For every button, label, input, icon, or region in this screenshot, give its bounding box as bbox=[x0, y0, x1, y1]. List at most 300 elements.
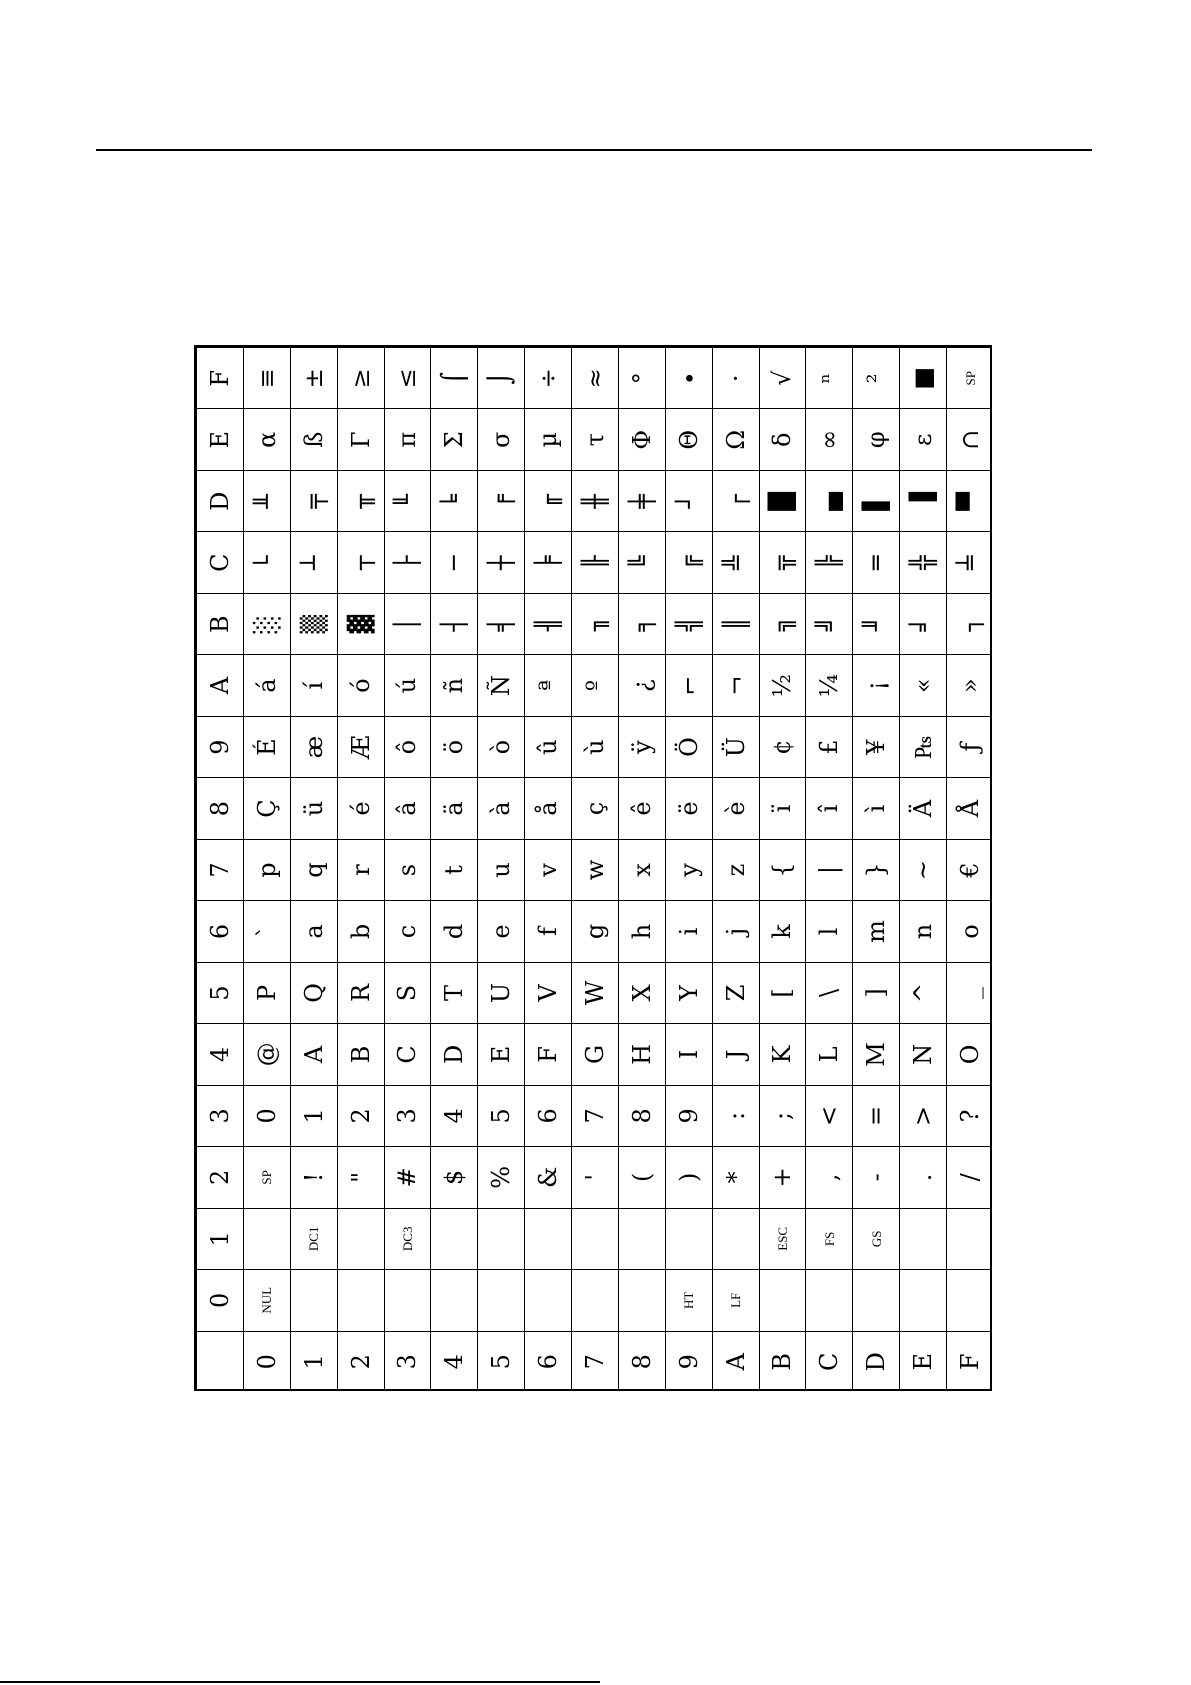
character-cell: ╫ bbox=[572, 470, 619, 531]
character-cell bbox=[337, 1208, 384, 1269]
row-header: E bbox=[900, 1331, 947, 1391]
character-cell: √ bbox=[759, 348, 806, 410]
character-cell: ∩ bbox=[947, 409, 993, 470]
character-cell: ª bbox=[525, 655, 572, 716]
character-cell: p bbox=[243, 839, 290, 900]
character-cell: j bbox=[712, 901, 759, 962]
character-cell: ╒ bbox=[478, 470, 525, 531]
character-cell: ≤ bbox=[384, 348, 431, 410]
character-cell: ƒ bbox=[947, 716, 993, 777]
character-cell: C bbox=[384, 1024, 431, 1085]
character-cell: ⁿ bbox=[806, 348, 853, 410]
character-cell bbox=[759, 1270, 806, 1331]
table-row bbox=[712, 348, 759, 1392]
character-cell: ì bbox=[853, 778, 900, 839]
character-cell: Ü bbox=[712, 716, 759, 777]
table-row bbox=[853, 348, 900, 1392]
row-header: 6 bbox=[525, 1331, 572, 1391]
character-cell: ¢ bbox=[759, 716, 806, 777]
character-cell: R bbox=[337, 962, 384, 1023]
character-cell: _ bbox=[947, 962, 993, 1023]
character-cell: 0 bbox=[243, 1085, 290, 1146]
character-cell: M bbox=[853, 1024, 900, 1085]
character-cell: r bbox=[337, 839, 384, 900]
character-cell: ─ bbox=[431, 532, 478, 593]
character-cell: ~ bbox=[900, 839, 947, 900]
column-header-row bbox=[197, 348, 244, 1392]
character-cell: v bbox=[525, 839, 572, 900]
character-cell: ╨ bbox=[243, 470, 290, 531]
character-cell: ± bbox=[290, 348, 337, 410]
character-cell: ₧ bbox=[900, 716, 947, 777]
character-cell: Å bbox=[947, 778, 993, 839]
character-cell: è bbox=[712, 778, 759, 839]
row-header: C bbox=[806, 1331, 853, 1391]
character-cell: Φ bbox=[618, 409, 665, 470]
character-cell: ╪ bbox=[618, 470, 665, 531]
row-header: 4 bbox=[431, 1331, 478, 1391]
character-cell: ε bbox=[900, 409, 947, 470]
table-row bbox=[572, 348, 619, 1392]
character-cell: q bbox=[290, 839, 337, 900]
character-cell bbox=[478, 1270, 525, 1331]
character-cell: ├ bbox=[384, 532, 431, 593]
table-row bbox=[337, 348, 384, 1392]
character-cell: Ñ bbox=[478, 655, 525, 716]
column-header: D bbox=[197, 470, 244, 531]
character-cell: 5 bbox=[478, 1085, 525, 1146]
character-cell: ô bbox=[384, 716, 431, 777]
code-page-grid bbox=[196, 347, 992, 1391]
character-cell: █ bbox=[759, 470, 806, 531]
character-cell: ∞ bbox=[806, 409, 853, 470]
character-cell: 2 bbox=[337, 1085, 384, 1146]
row-header: 5 bbox=[478, 1331, 525, 1391]
character-cell: o bbox=[947, 901, 993, 962]
character-cell: N bbox=[900, 1024, 947, 1085]
character-cell: ß bbox=[290, 409, 337, 470]
character-cell: ╧ bbox=[947, 532, 993, 593]
character-cell: E bbox=[478, 1024, 525, 1085]
character-cell: ⌡ bbox=[478, 348, 525, 410]
character-cell: w bbox=[572, 839, 619, 900]
character-cell: ║ bbox=[712, 593, 759, 654]
column-header: 9 bbox=[197, 716, 244, 777]
character-cell: : bbox=[712, 1085, 759, 1146]
character-cell: ó bbox=[337, 655, 384, 716]
character-cell: ┼ bbox=[478, 532, 525, 593]
character-cell: O bbox=[947, 1024, 993, 1085]
character-cell: 1 bbox=[290, 1085, 337, 1146]
character-cell: ▒ bbox=[290, 593, 337, 654]
character-cell: Θ bbox=[665, 409, 712, 470]
character-cell: ╥ bbox=[337, 470, 384, 531]
character-cell: · bbox=[712, 348, 759, 410]
character-cell: 7 bbox=[572, 1085, 619, 1146]
row-header: D bbox=[853, 1331, 900, 1391]
character-cell: # bbox=[384, 1147, 431, 1208]
character-cell: B bbox=[337, 1024, 384, 1085]
character-cell: J bbox=[712, 1024, 759, 1085]
row-header: F bbox=[947, 1331, 993, 1391]
character-cell: í bbox=[290, 655, 337, 716]
character-cell: g bbox=[572, 901, 619, 962]
character-cell: Ö bbox=[665, 716, 712, 777]
character-cell: * bbox=[712, 1147, 759, 1208]
character-cell: ╝ bbox=[806, 593, 853, 654]
character-cell bbox=[806, 1270, 853, 1331]
character-cell: } bbox=[853, 839, 900, 900]
character-cell: U bbox=[478, 962, 525, 1023]
character-cell: P bbox=[243, 962, 290, 1023]
character-cell: ▀ bbox=[947, 470, 993, 531]
character-cell: m bbox=[853, 901, 900, 962]
character-cell: ╙ bbox=[384, 470, 431, 531]
character-cell: ¬ bbox=[712, 655, 759, 716]
character-cell: SP bbox=[947, 348, 993, 410]
character-cell: y bbox=[665, 839, 712, 900]
character-cell: à bbox=[478, 778, 525, 839]
character-cell: ▌ bbox=[853, 470, 900, 531]
character-cell: NUL bbox=[243, 1270, 290, 1331]
character-cell: a bbox=[290, 901, 337, 962]
character-cell: ╦ bbox=[759, 532, 806, 593]
character-cell: ½ bbox=[759, 655, 806, 716]
character-cell: { bbox=[759, 839, 806, 900]
table-row bbox=[290, 348, 337, 1392]
table-row bbox=[900, 348, 947, 1392]
character-cell: ═ bbox=[853, 532, 900, 593]
character-cell: ▓ bbox=[337, 593, 384, 654]
character-cell: ╞ bbox=[525, 532, 572, 593]
character-cell: ≡ bbox=[243, 348, 290, 410]
character-cell: % bbox=[478, 1147, 525, 1208]
character-cell: d bbox=[431, 901, 478, 962]
character-cell: b bbox=[337, 901, 384, 962]
character-cell: σ bbox=[478, 409, 525, 470]
rotated-table-container bbox=[196, 347, 992, 1391]
character-cell: Ä bbox=[900, 778, 947, 839]
character-cell: z bbox=[712, 839, 759, 900]
character-cell: ┬ bbox=[337, 532, 384, 593]
character-cell: â bbox=[384, 778, 431, 839]
character-cell: π bbox=[384, 409, 431, 470]
character-cell: ▐ bbox=[900, 470, 947, 531]
table-row bbox=[478, 348, 525, 1392]
character-cell: ë bbox=[665, 778, 712, 839]
character-cell: ê bbox=[618, 778, 665, 839]
character-cell: K bbox=[759, 1024, 806, 1085]
character-cell: ? bbox=[947, 1085, 993, 1146]
character-cell: G bbox=[572, 1024, 619, 1085]
character-cell: τ bbox=[572, 409, 619, 470]
character-cell: ú bbox=[384, 655, 431, 716]
character-cell: \ bbox=[806, 962, 853, 1023]
character-cell bbox=[243, 1208, 290, 1269]
character-cell: î bbox=[806, 778, 853, 839]
character-cell: é bbox=[337, 778, 384, 839]
character-cell: ≥ bbox=[337, 348, 384, 410]
character-cell: « bbox=[900, 655, 947, 716]
character-cell: ñ bbox=[431, 655, 478, 716]
character-cell: [ bbox=[759, 962, 806, 1023]
character-cell: ╢ bbox=[525, 593, 572, 654]
column-header: 0 bbox=[197, 1270, 244, 1331]
character-cell: 9 bbox=[665, 1085, 712, 1146]
character-cell: ² bbox=[853, 348, 900, 410]
character-cell: └ bbox=[243, 532, 290, 593]
character-cell: ` bbox=[243, 901, 290, 962]
character-cell: ╕ bbox=[618, 593, 665, 654]
character-cell: t bbox=[431, 839, 478, 900]
character-cell: l bbox=[806, 901, 853, 962]
character-cell: ▄ bbox=[806, 470, 853, 531]
character-cell: µ bbox=[525, 409, 572, 470]
character-cell: δ bbox=[759, 409, 806, 470]
character-cell: < bbox=[806, 1085, 853, 1146]
character-cell: SP bbox=[243, 1147, 290, 1208]
row-header: 2 bbox=[337, 1331, 384, 1391]
character-cell: ù bbox=[572, 716, 619, 777]
row-header: 9 bbox=[665, 1331, 712, 1391]
footer-rule bbox=[0, 1681, 600, 1683]
character-cell: ü bbox=[290, 778, 337, 839]
character-cell: DC1 bbox=[290, 1208, 337, 1269]
character-cell: x bbox=[618, 839, 665, 900]
character-cell: Ω bbox=[712, 409, 759, 470]
table-row bbox=[525, 348, 572, 1392]
character-cell: GS bbox=[853, 1208, 900, 1269]
character-cell: ! bbox=[290, 1147, 337, 1208]
character-cell: α bbox=[243, 409, 290, 470]
table-row bbox=[806, 348, 853, 1392]
character-cell: ÿ bbox=[618, 716, 665, 777]
character-cell: á bbox=[243, 655, 290, 716]
character-cell: u bbox=[478, 839, 525, 900]
column-header: 1 bbox=[197, 1208, 244, 1269]
character-cell: A bbox=[290, 1024, 337, 1085]
column-header: F bbox=[197, 348, 244, 410]
character-cell: H bbox=[618, 1024, 665, 1085]
character-cell: c bbox=[384, 901, 431, 962]
character-cell bbox=[618, 1270, 665, 1331]
character-cell: ╡ bbox=[478, 593, 525, 654]
character-cell: å bbox=[525, 778, 572, 839]
character-cell: @ bbox=[243, 1024, 290, 1085]
character-cell: ⌠ bbox=[431, 348, 478, 410]
character-cell: ╣ bbox=[665, 593, 712, 654]
character-cell: LF bbox=[712, 1270, 759, 1331]
character-cell bbox=[900, 1270, 947, 1331]
character-cell: ╠ bbox=[806, 532, 853, 593]
character-cell: ╔ bbox=[665, 532, 712, 593]
character-cell: ⌐ bbox=[665, 655, 712, 716]
character-cell bbox=[947, 1208, 993, 1269]
character-cell: £ bbox=[806, 716, 853, 777]
character-cell: W bbox=[572, 962, 619, 1023]
character-cell: = bbox=[853, 1085, 900, 1146]
character-cell bbox=[384, 1270, 431, 1331]
character-cell bbox=[290, 1270, 337, 1331]
character-cell: > bbox=[900, 1085, 947, 1146]
column-header: A bbox=[197, 655, 244, 716]
column-header: C bbox=[197, 532, 244, 593]
row-header: 1 bbox=[290, 1331, 337, 1391]
character-cell: " bbox=[337, 1147, 384, 1208]
character-cell: . bbox=[900, 1147, 947, 1208]
character-cell bbox=[525, 1208, 572, 1269]
character-cell: s bbox=[384, 839, 431, 900]
table-row bbox=[431, 348, 478, 1392]
character-cell: € bbox=[947, 839, 993, 900]
character-cell: ╖ bbox=[572, 593, 619, 654]
character-cell: DC3 bbox=[384, 1208, 431, 1269]
column-header: B bbox=[197, 593, 244, 654]
character-cell: I bbox=[665, 1024, 712, 1085]
character-cell: æ bbox=[290, 716, 337, 777]
character-cell: n bbox=[900, 901, 947, 962]
character-cell: Ç bbox=[243, 778, 290, 839]
character-cell: │ bbox=[384, 593, 431, 654]
character-cell: Y bbox=[665, 962, 712, 1023]
table-row bbox=[759, 348, 806, 1392]
character-cell: e bbox=[478, 901, 525, 962]
row-header: B bbox=[759, 1331, 806, 1391]
character-cell: T bbox=[431, 962, 478, 1023]
character-cell bbox=[900, 1208, 947, 1269]
character-cell: 4 bbox=[431, 1085, 478, 1146]
column-header: 7 bbox=[197, 839, 244, 900]
character-cell: D bbox=[431, 1024, 478, 1085]
character-cell bbox=[572, 1270, 619, 1331]
character-cell: Z bbox=[712, 962, 759, 1023]
character-cell: º bbox=[572, 655, 619, 716]
character-cell: ┴ bbox=[290, 532, 337, 593]
character-cell: , bbox=[806, 1147, 853, 1208]
character-cell: ░ bbox=[243, 593, 290, 654]
character-cell: ┘ bbox=[665, 470, 712, 531]
character-cell: 3 bbox=[384, 1085, 431, 1146]
character-cell: X bbox=[618, 962, 665, 1023]
character-cell: ä bbox=[431, 778, 478, 839]
table-row bbox=[665, 348, 712, 1392]
character-cell: HT bbox=[665, 1270, 712, 1331]
character-cell: φ bbox=[853, 409, 900, 470]
character-cell: ╗ bbox=[759, 593, 806, 654]
character-cell: » bbox=[947, 655, 993, 716]
character-cell bbox=[665, 1208, 712, 1269]
character-cell: ç bbox=[572, 778, 619, 839]
character-cell: 8 bbox=[618, 1085, 665, 1146]
character-cell: ╘ bbox=[431, 470, 478, 531]
character-cell bbox=[947, 1270, 993, 1331]
character-cell: ╬ bbox=[900, 532, 947, 593]
character-cell: 6 bbox=[525, 1085, 572, 1146]
column-header: 8 bbox=[197, 778, 244, 839]
character-cell bbox=[525, 1270, 572, 1331]
character-cell: ┤ bbox=[431, 593, 478, 654]
character-cell: / bbox=[947, 1147, 993, 1208]
character-cell: h bbox=[618, 901, 665, 962]
character-cell: ╜ bbox=[853, 593, 900, 654]
table-row bbox=[947, 348, 993, 1392]
character-cell: ESC bbox=[759, 1208, 806, 1269]
character-cell: & bbox=[525, 1147, 572, 1208]
character-cell: Σ bbox=[431, 409, 478, 470]
character-cell: FS bbox=[806, 1208, 853, 1269]
character-cell bbox=[712, 1208, 759, 1269]
character-cell bbox=[478, 1208, 525, 1269]
character-cell: û bbox=[525, 716, 572, 777]
character-cell: ; bbox=[759, 1085, 806, 1146]
character-cell: ╤ bbox=[290, 470, 337, 531]
header-rule bbox=[96, 149, 1092, 151]
character-cell: Æ bbox=[337, 716, 384, 777]
character-cell: ' bbox=[572, 1147, 619, 1208]
character-cell: Γ bbox=[337, 409, 384, 470]
table-row bbox=[618, 348, 665, 1392]
character-cell: ^ bbox=[900, 962, 947, 1023]
character-cell: - bbox=[853, 1147, 900, 1208]
character-cell: É bbox=[243, 716, 290, 777]
character-cell: ╓ bbox=[525, 470, 572, 531]
row-header: 3 bbox=[384, 1331, 431, 1391]
character-cell: ┐ bbox=[947, 593, 993, 654]
character-cell: ≈ bbox=[572, 348, 619, 410]
character-cell: + bbox=[759, 1147, 806, 1208]
character-cell: ¡ bbox=[853, 655, 900, 716]
character-cell: ╛ bbox=[900, 593, 947, 654]
character-cell bbox=[618, 1208, 665, 1269]
character-cell: ÷ bbox=[525, 348, 572, 410]
character-cell: ö bbox=[431, 716, 478, 777]
character-cell: ╟ bbox=[572, 532, 619, 593]
character-cell: i bbox=[665, 901, 712, 962]
character-cell: V bbox=[525, 962, 572, 1023]
character-cell: ) bbox=[665, 1147, 712, 1208]
character-cell: Q bbox=[290, 962, 337, 1023]
character-cell: ╩ bbox=[712, 532, 759, 593]
character-cell: ° bbox=[618, 348, 665, 410]
character-cell bbox=[572, 1208, 619, 1269]
row-header: 0 bbox=[243, 1331, 290, 1391]
character-cell bbox=[337, 1270, 384, 1331]
character-cell: L bbox=[806, 1024, 853, 1085]
character-cell: ( bbox=[618, 1147, 665, 1208]
row-header: 8 bbox=[618, 1331, 665, 1391]
character-cell: ] bbox=[853, 962, 900, 1023]
character-cell: k bbox=[759, 901, 806, 962]
character-cell: ò bbox=[478, 716, 525, 777]
character-cell: | bbox=[806, 839, 853, 900]
row-header: A bbox=[712, 1331, 759, 1391]
character-cell: ■ bbox=[900, 348, 947, 410]
character-cell: ∙ bbox=[665, 348, 712, 410]
character-cell bbox=[431, 1270, 478, 1331]
character-cell bbox=[853, 1270, 900, 1331]
character-cell: ╚ bbox=[618, 532, 665, 593]
column-header: 6 bbox=[197, 901, 244, 962]
character-cell: ï bbox=[759, 778, 806, 839]
row-header: 7 bbox=[572, 1331, 619, 1391]
character-code-table bbox=[194, 345, 992, 1391]
character-cell: S bbox=[384, 962, 431, 1023]
character-cell: ¥ bbox=[853, 716, 900, 777]
column-header: E bbox=[197, 409, 244, 470]
column-header: 4 bbox=[197, 1024, 244, 1085]
column-header: 5 bbox=[197, 962, 244, 1023]
table-row bbox=[384, 348, 431, 1392]
